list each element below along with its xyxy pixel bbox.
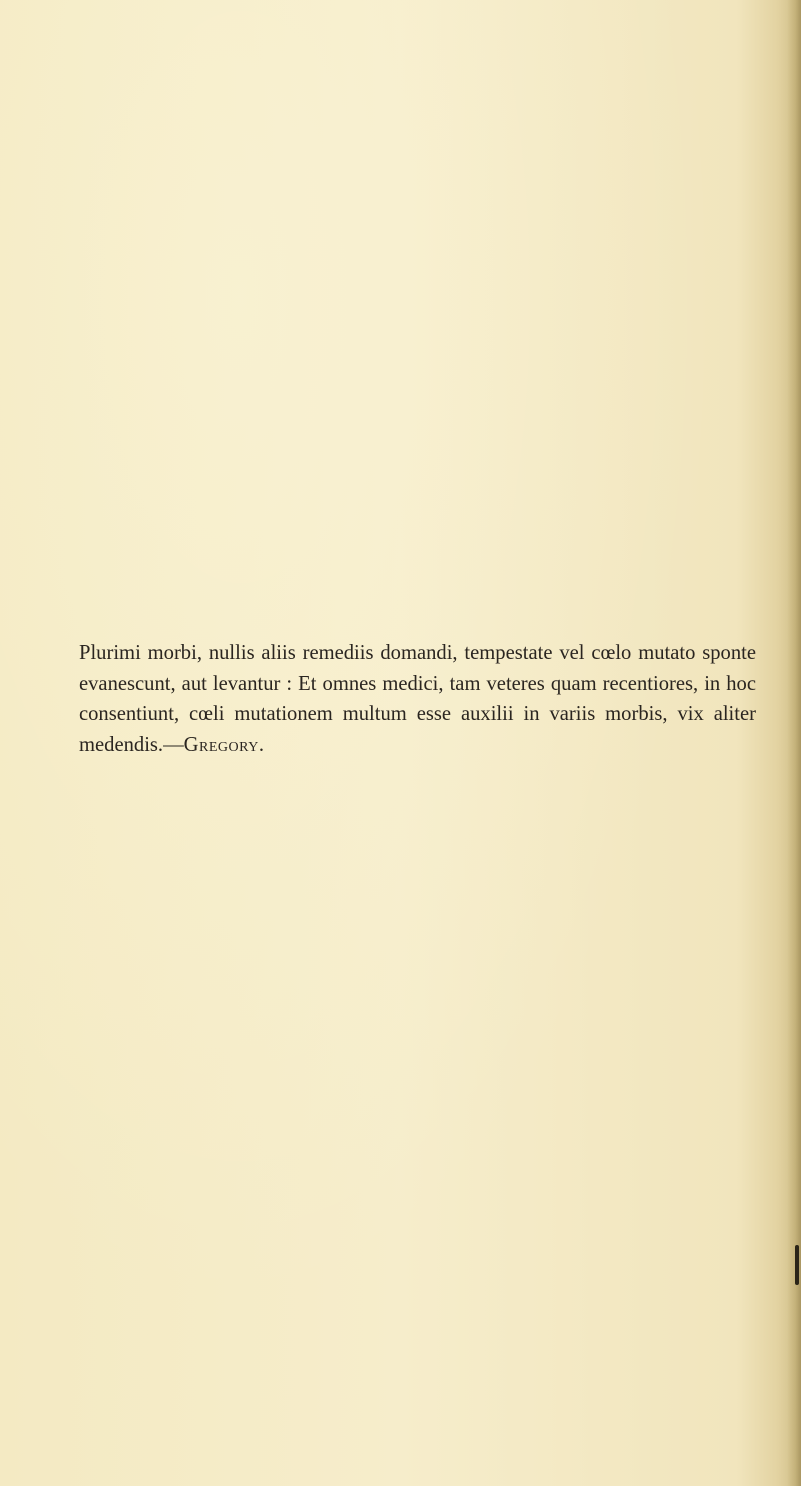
epigraph-author: Gregory. xyxy=(183,733,265,756)
epigraph xyxy=(79,638,756,760)
ink-spot xyxy=(795,1245,799,1285)
bleed-through-shadow xyxy=(110,480,710,600)
epigraph-quote: Plurimi morbi, nullis aliis remediis domandi, tempestate vel cœlo mutato sponte evanescunt, aut levantur : Et omnes medici, tam veteres quam recentiores, in hoc consentiunt, cœli mutationem multum esse auxilii in variis morbis, vix aliter medendis. xyxy=(79,642,756,756)
epigraph-dash: — xyxy=(163,733,184,756)
